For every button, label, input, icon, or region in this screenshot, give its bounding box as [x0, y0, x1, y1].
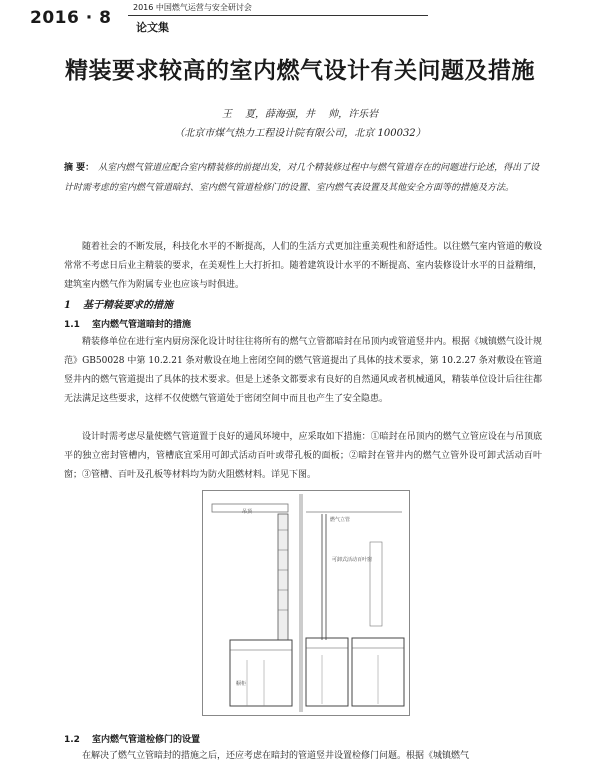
figure-drawing [202, 490, 410, 716]
abstract-text: 从室内燃气管道应配合室内精装修的前提出发，对几个精装修过程中与燃气管道存在的问题进行论述，得出了设计时需考虑的室内燃气管道暗封、室内燃气管道检修门的设置、室内燃气表设置及其他安全方面等的措施及方法。 [64, 163, 540, 193]
label-ceiling: 吊顶 [242, 509, 253, 515]
affiliation: （北京市煤气热力工程设计院有限公司，北京 100032） [174, 128, 426, 139]
abstract-label: 摘 要： [64, 163, 95, 173]
label-gas-riser: 燃气立管 [330, 517, 351, 523]
section-name: 论文集 [136, 21, 169, 34]
subsection-1-1-heading [64, 317, 191, 330]
header-rule [128, 15, 428, 16]
paragraph-1-1-b: 设计时需考虑尽量使燃气管道置于良好的通风环境中，应采取如下措施：①暗封在吊顶内的燃气立管应设在与吊顶底平的独立密封管槽内，管槽底宜采用可卸式活动百叶或带孔板的面板；②暗封在管井内的燃气立管外设可卸式活动百叶窗；③管槽、百叶及孔板等材料均为防火阻燃材料。详见下图。 [64, 432, 542, 480]
label-louver: 可卸式活动百叶窗 [332, 557, 373, 563]
label-cabinet: 橱柜 [236, 681, 247, 687]
intro-paragraph: 随着社会的不断发展，科技化水平的不断提高，人们的生活方式更加注重美观性和舒适性。以往燃气室内管道的敷设常常不考虑日后业主精装的要求，在美观性上大打折扣。随着建筑设计水平的不断提高、室内装修设计水平的日益精细，建筑室内燃气作为附属专业也应该与时俱进。 [64, 242, 542, 290]
paragraph-1-2: 在解决了燃气立管暗封的措施之后，还应考虑在暗封的管道竖井设置检修门问题。根据《城镇燃气 [82, 751, 470, 761]
section-1-heading [64, 296, 173, 311]
subsection-1-2-heading [64, 732, 200, 745]
issue-year: 2016 · 8 [30, 8, 112, 28]
running-header [0, 0, 600, 34]
abstract-block [64, 158, 542, 198]
subsection-1-2-number: 1.2 [64, 735, 80, 745]
paper-title: 精装要求较高的室内燃气设计有关问题及措施 [65, 58, 535, 84]
section-1-number: 1 [64, 300, 71, 311]
section-1-title: 基于精装要求的措施 [82, 300, 173, 311]
subsection-1-2-title: 室内燃气管道检修门的设置 [91, 735, 200, 745]
author-list: 王 夏，薛海强，井 帅，许乐岩 [221, 109, 379, 120]
conference-name: 2016 中国燃气运营与安全研讨会 [133, 3, 252, 12]
pipe-enclosure-figure [202, 490, 410, 716]
subsection-1-1-title: 室内燃气管道暗封的措施 [91, 320, 191, 330]
paragraph-1-1-a: 精装修单位在进行室内厨房深化设计时往往将所有的燃气立管都暗封在吊顶内或管道竖井内。根据《城镇燃气设计规范》GB50028 中第 10.2.21 条对敷设在地上密闭空间的燃气管道提出了具体的技术要求，第 10.2.27 条对敷设在管道竖井内的燃气管道提出了具体的技术要求。但是上述条文都要求有良好的自然通风或者机械通风，精装单位设计后往往都无法满足这些要求，这样不仅使燃气管道处于密闭空间中而且也产生了安全隐患。 [64, 337, 542, 404]
subsection-1-1-number: 1.1 [64, 320, 80, 330]
